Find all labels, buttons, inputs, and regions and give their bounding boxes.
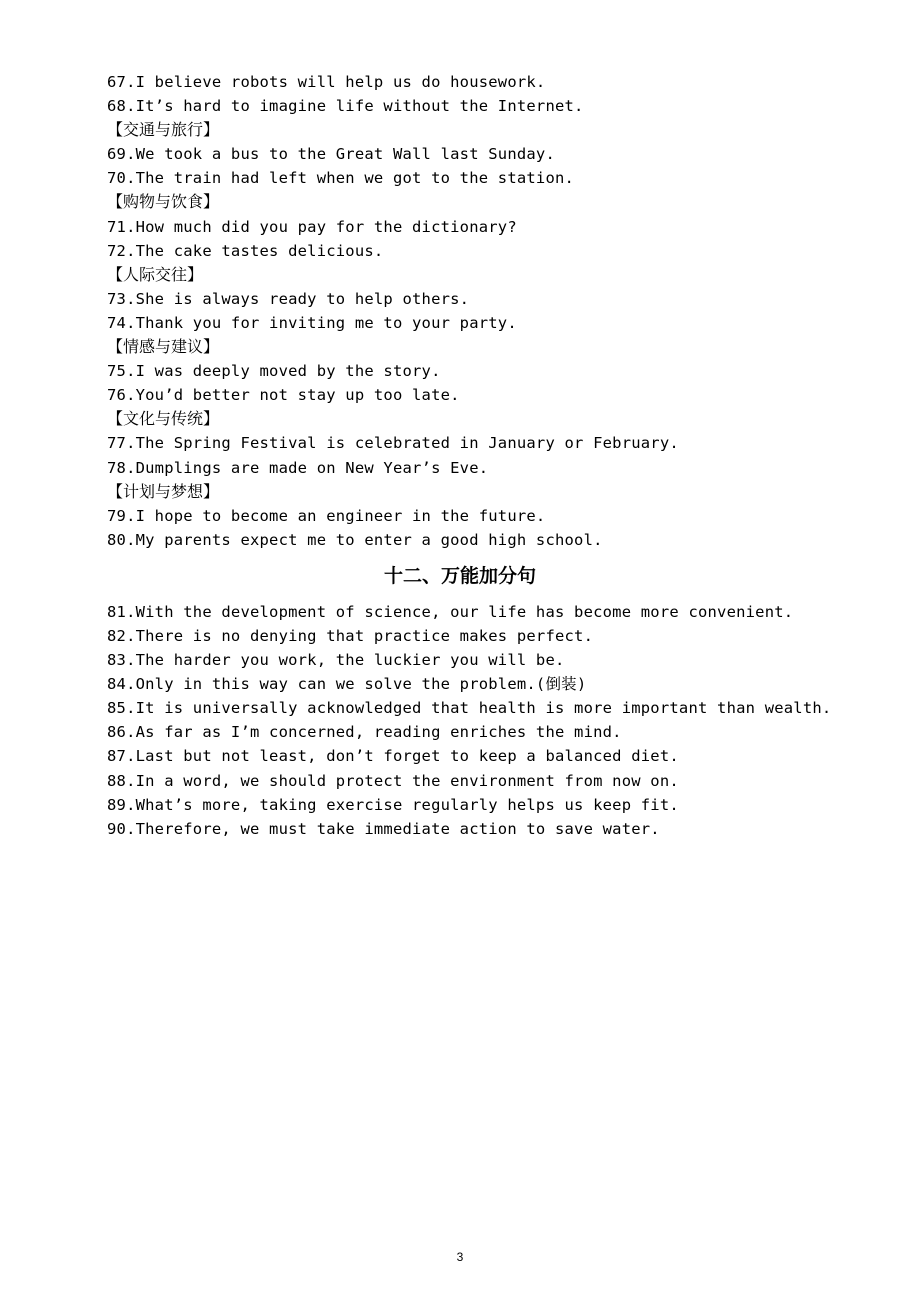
sentence-line: 81.With the development of science, our life has become more convenient. bbox=[107, 602, 794, 621]
sentence-line: 70.The train had left when we got to the station. bbox=[107, 169, 575, 188]
sentence-line: 76.You’d better not stay up too late. bbox=[107, 386, 460, 405]
sentence-line: 73.She is always ready to help others. bbox=[107, 289, 470, 308]
category-heading: 【人际交往】 bbox=[107, 264, 204, 284]
sentence-line: 80.My parents expect me to enter a good high school. bbox=[107, 530, 603, 549]
page-number: 3 bbox=[456, 1250, 464, 1264]
sentence-line: 87.Last but not least, don’t forget to keep a balanced diet. bbox=[107, 747, 679, 766]
sentence-line: 72.The cake tastes delicious. bbox=[107, 241, 384, 260]
sentence-line: 69.We took a bus to the Great Wall last Sunday. bbox=[107, 145, 555, 164]
sentence-line: 71.How much did you pay for the dictionary? bbox=[107, 217, 517, 236]
category-heading: 【计划与梦想】 bbox=[107, 481, 220, 501]
category-heading: 【情感与建议】 bbox=[107, 337, 220, 357]
sentence-line: 89.What’s more, taking exercise regularly helps us keep fit. bbox=[107, 795, 679, 814]
sentence-line: 67.I believe robots will help us do housework. bbox=[107, 73, 546, 91]
sentence-list-2 bbox=[107, 600, 867, 841]
category-heading: 【文化与传统】 bbox=[107, 409, 220, 429]
sentence-line: 88.In a word, we should protect the environment from now on. bbox=[107, 771, 679, 790]
category-heading: 【购物与饮食】 bbox=[107, 192, 220, 212]
sentence-line: 82.There is no denying that practice makes perfect. bbox=[107, 626, 594, 645]
sentence-line: 90.Therefore, we must take immediate action to save water. bbox=[107, 819, 660, 838]
sentence-line: 79.I hope to become an engineer in the future. bbox=[107, 506, 546, 525]
sentence-line: 83.The harder you work, the luckier you will be. bbox=[107, 651, 565, 670]
category-heading: 【交通与旅行】 bbox=[107, 120, 220, 140]
sentence-line: 78.Dumplings are made on New Year’s Eve. bbox=[107, 458, 489, 477]
sentence-line: 68.It’s hard to imagine life without the Internet. bbox=[107, 97, 584, 116]
section-title: 十二、万能加分句 bbox=[383, 564, 536, 587]
sentence-line: 85.It is universally acknowledged that health is more important than wealth. bbox=[107, 699, 832, 718]
sentence-line: 74.Thank you for inviting me to your party. bbox=[107, 313, 517, 332]
sentence-line: 86.As far as I’m concerned, reading enriches the mind. bbox=[107, 723, 622, 742]
document-page bbox=[107, 70, 867, 841]
sentence-list-1 bbox=[107, 70, 867, 552]
sentence-line: 77.The Spring Festival is celebrated in January or February. bbox=[107, 434, 679, 453]
sentence-line: 84.Only in this way can we solve the problem.(倒装) bbox=[107, 675, 587, 694]
sentence-line: 75.I was deeply moved by the story. bbox=[107, 362, 441, 381]
